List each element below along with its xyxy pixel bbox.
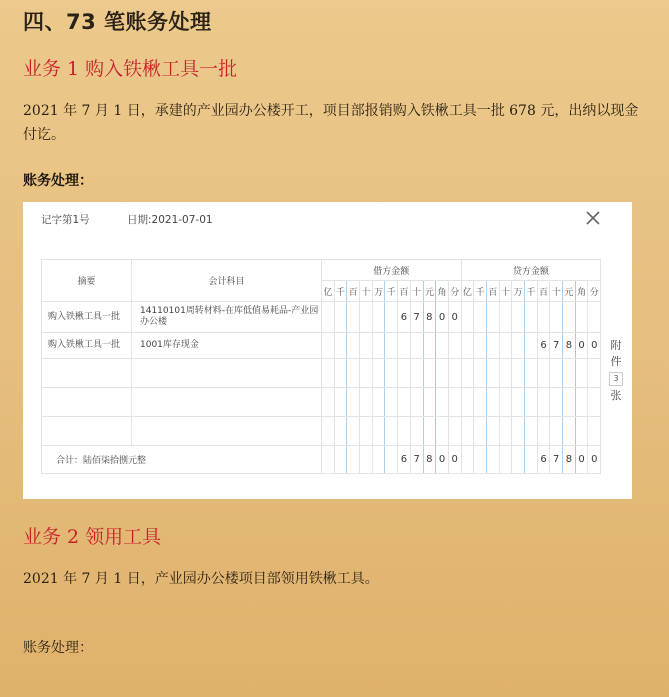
credit-digit[interactable] bbox=[474, 333, 487, 359]
unit-cell: 元 bbox=[563, 281, 576, 302]
empty-digit[interactable] bbox=[347, 417, 360, 446]
credit-digit[interactable]: 7 bbox=[550, 333, 563, 359]
total-credit-digit bbox=[512, 446, 525, 474]
empty-digit[interactable] bbox=[334, 388, 347, 417]
total-credit-digit bbox=[461, 446, 474, 474]
voucher-table bbox=[41, 259, 601, 474]
business-1-title: 业务 1 购入铁楸工具一批 bbox=[23, 58, 238, 80]
credit-digit[interactable] bbox=[486, 302, 499, 333]
empty-digit[interactable] bbox=[512, 417, 525, 446]
empty-digit[interactable] bbox=[461, 359, 474, 388]
empty-digit[interactable] bbox=[360, 388, 373, 417]
unit-cell: 亿 bbox=[322, 281, 335, 302]
business-2-description: 2021 年 7 月 1 日，产业园办公楼项目部领用铁楸工具。 bbox=[23, 571, 379, 587]
empty-digit[interactable] bbox=[423, 388, 436, 417]
debit-digit[interactable]: 7 bbox=[410, 302, 423, 333]
credit-digit[interactable] bbox=[461, 302, 474, 333]
attachment-count-box: 3 bbox=[609, 372, 623, 386]
empty-digit[interactable] bbox=[588, 359, 601, 388]
credit-digit[interactable] bbox=[512, 302, 525, 333]
debit-digit[interactable] bbox=[385, 333, 398, 359]
debit-digit[interactable] bbox=[322, 333, 335, 359]
total-credit-digit: 7 bbox=[550, 446, 563, 474]
empty-digit[interactable] bbox=[525, 359, 538, 388]
empty-digit[interactable] bbox=[360, 417, 373, 446]
debit-digit[interactable] bbox=[347, 302, 360, 333]
total-debit-digit bbox=[372, 446, 385, 474]
debit-digit[interactable]: 0 bbox=[436, 302, 449, 333]
empty-summary[interactable] bbox=[42, 359, 132, 388]
empty-digit[interactable] bbox=[398, 359, 411, 388]
empty-digit[interactable] bbox=[372, 417, 385, 446]
credit-digit[interactable] bbox=[474, 302, 487, 333]
empty-digit[interactable] bbox=[588, 417, 601, 446]
debit-digit[interactable]: 8 bbox=[423, 302, 436, 333]
unit-cell: 十 bbox=[499, 281, 512, 302]
total-debit-digit: 0 bbox=[448, 446, 461, 474]
empty-digit[interactable] bbox=[385, 417, 398, 446]
empty-digit[interactable] bbox=[575, 417, 588, 446]
debit-digit[interactable] bbox=[347, 333, 360, 359]
unit-cell: 万 bbox=[512, 281, 525, 302]
business-1-accounting-label: 账务处理： bbox=[23, 173, 93, 189]
close-icon[interactable] bbox=[583, 208, 603, 228]
credit-header: 贷方金额 bbox=[461, 260, 601, 281]
total-debit-digit bbox=[322, 446, 335, 474]
entry-account[interactable]: 1001库存现金 bbox=[132, 333, 322, 359]
debit-digit[interactable] bbox=[334, 333, 347, 359]
unit-cell: 百 bbox=[537, 281, 550, 302]
voucher-entry-row bbox=[42, 302, 601, 333]
unit-cell: 千 bbox=[334, 281, 347, 302]
credit-digit[interactable]: 8 bbox=[563, 333, 576, 359]
unit-cell: 千 bbox=[525, 281, 538, 302]
empty-summary[interactable] bbox=[42, 388, 132, 417]
summary-header: 摘要 bbox=[42, 260, 132, 302]
account-header: 会计科目 bbox=[132, 260, 322, 302]
total-debit-digit bbox=[334, 446, 347, 474]
empty-digit[interactable] bbox=[461, 417, 474, 446]
empty-digit[interactable] bbox=[385, 388, 398, 417]
empty-digit[interactable] bbox=[588, 388, 601, 417]
voucher-empty-row bbox=[42, 417, 601, 446]
empty-digit[interactable] bbox=[563, 417, 576, 446]
unit-cell: 元 bbox=[423, 281, 436, 302]
unit-cell: 分 bbox=[588, 281, 601, 302]
empty-summary[interactable] bbox=[42, 417, 132, 446]
unit-cell: 千 bbox=[474, 281, 487, 302]
total-credit-digit bbox=[525, 446, 538, 474]
debit-digit[interactable] bbox=[360, 333, 373, 359]
empty-digit[interactable] bbox=[550, 417, 563, 446]
total-debit-digit: 7 bbox=[410, 446, 423, 474]
total-debit-digit bbox=[360, 446, 373, 474]
section-heading: 四、73 笔账务处理 bbox=[23, 10, 212, 34]
total-label: 合计：陆佰柒拾捌元整 bbox=[42, 446, 322, 474]
debit-digit[interactable] bbox=[436, 333, 449, 359]
empty-digit[interactable] bbox=[499, 417, 512, 446]
total-credit-digit: 0 bbox=[588, 446, 601, 474]
entry-summary[interactable]: 购入铁楸工具一批 bbox=[42, 302, 132, 333]
debit-digit[interactable] bbox=[423, 333, 436, 359]
unit-cell: 亿 bbox=[461, 281, 474, 302]
empty-digit[interactable] bbox=[563, 388, 576, 417]
credit-digit[interactable]: 6 bbox=[537, 333, 550, 359]
debit-digit[interactable] bbox=[448, 333, 461, 359]
empty-account[interactable] bbox=[132, 359, 322, 388]
empty-digit[interactable] bbox=[436, 388, 449, 417]
empty-digit[interactable] bbox=[461, 388, 474, 417]
credit-digit[interactable]: 0 bbox=[588, 333, 601, 359]
empty-digit[interactable] bbox=[347, 359, 360, 388]
empty-digit[interactable] bbox=[398, 417, 411, 446]
credit-digit[interactable] bbox=[537, 302, 550, 333]
unit-cell: 十 bbox=[360, 281, 373, 302]
empty-digit[interactable] bbox=[398, 388, 411, 417]
attachment-count: 附 件 3 张 bbox=[610, 339, 622, 402]
voucher-total-row bbox=[42, 446, 601, 474]
total-credit-digit: 8 bbox=[563, 446, 576, 474]
total-debit-digit bbox=[385, 446, 398, 474]
empty-digit[interactable] bbox=[512, 388, 525, 417]
empty-digit[interactable] bbox=[486, 388, 499, 417]
debit-digit[interactable] bbox=[410, 333, 423, 359]
total-credit-digit bbox=[486, 446, 499, 474]
total-credit-digit bbox=[499, 446, 512, 474]
empty-digit[interactable] bbox=[334, 359, 347, 388]
empty-account[interactable] bbox=[132, 388, 322, 417]
credit-digit[interactable] bbox=[499, 302, 512, 333]
voucher-empty-row bbox=[42, 359, 601, 388]
empty-digit[interactable] bbox=[410, 388, 423, 417]
empty-digit[interactable] bbox=[499, 359, 512, 388]
total-debit-digit bbox=[347, 446, 360, 474]
unit-cell: 分 bbox=[448, 281, 461, 302]
credit-digit[interactable] bbox=[525, 333, 538, 359]
debit-digit[interactable] bbox=[398, 333, 411, 359]
empty-digit[interactable] bbox=[525, 417, 538, 446]
empty-digit[interactable] bbox=[537, 388, 550, 417]
unit-cell: 角 bbox=[575, 281, 588, 302]
empty-digit[interactable] bbox=[550, 388, 563, 417]
empty-digit[interactable] bbox=[372, 388, 385, 417]
empty-digit[interactable] bbox=[474, 388, 487, 417]
unit-cell: 百 bbox=[398, 281, 411, 302]
empty-digit[interactable] bbox=[423, 359, 436, 388]
credit-digit[interactable]: 0 bbox=[575, 333, 588, 359]
total-credit-digit bbox=[474, 446, 487, 474]
voucher-entry-row bbox=[42, 333, 601, 359]
empty-digit[interactable] bbox=[448, 388, 461, 417]
empty-digit[interactable] bbox=[499, 388, 512, 417]
credit-digit[interactable] bbox=[563, 302, 576, 333]
credit-digit[interactable] bbox=[512, 333, 525, 359]
total-credit-digit: 0 bbox=[575, 446, 588, 474]
empty-digit[interactable] bbox=[410, 359, 423, 388]
debit-digit[interactable]: 6 bbox=[398, 302, 411, 333]
credit-digit[interactable] bbox=[525, 302, 538, 333]
unit-cell: 千 bbox=[385, 281, 398, 302]
credit-digit[interactable] bbox=[575, 302, 588, 333]
empty-digit[interactable] bbox=[486, 417, 499, 446]
empty-digit[interactable] bbox=[322, 417, 335, 446]
voucher-number: 记字第1号 bbox=[41, 214, 90, 226]
empty-digit[interactable] bbox=[550, 359, 563, 388]
debit-digit[interactable] bbox=[322, 302, 335, 333]
empty-digit[interactable] bbox=[322, 359, 335, 388]
credit-digit[interactable] bbox=[550, 302, 563, 333]
business-2-title: 业务 2 领用工具 bbox=[23, 526, 162, 548]
empty-digit[interactable] bbox=[385, 359, 398, 388]
empty-digit[interactable] bbox=[334, 417, 347, 446]
voucher-header-row bbox=[42, 260, 601, 281]
voucher-date: 日期:2021-07-01 bbox=[127, 214, 213, 226]
total-debit-digit: 0 bbox=[436, 446, 449, 474]
empty-digit[interactable] bbox=[448, 417, 461, 446]
unit-cell: 百 bbox=[347, 281, 360, 302]
empty-digit[interactable] bbox=[448, 359, 461, 388]
credit-digit[interactable] bbox=[486, 333, 499, 359]
debit-digit[interactable] bbox=[372, 302, 385, 333]
debit-digit[interactable] bbox=[372, 333, 385, 359]
debit-header: 借方金额 bbox=[322, 260, 462, 281]
total-credit-digit: 6 bbox=[537, 446, 550, 474]
empty-digit[interactable] bbox=[474, 359, 487, 388]
voucher-empty-row bbox=[42, 388, 601, 417]
empty-digit[interactable] bbox=[474, 417, 487, 446]
debit-digit[interactable] bbox=[360, 302, 373, 333]
empty-account[interactable] bbox=[132, 417, 322, 446]
empty-digit[interactable] bbox=[537, 417, 550, 446]
unit-cell: 百 bbox=[486, 281, 499, 302]
empty-digit[interactable] bbox=[360, 359, 373, 388]
entry-summary[interactable]: 购入铁楸工具一批 bbox=[42, 333, 132, 359]
entry-account[interactable]: 14110101周转材料-在库低值易耗品-产业园办公楼 bbox=[132, 302, 322, 333]
empty-digit[interactable] bbox=[423, 417, 436, 446]
empty-digit[interactable] bbox=[436, 359, 449, 388]
empty-digit[interactable] bbox=[322, 388, 335, 417]
unit-cell: 角 bbox=[436, 281, 449, 302]
empty-digit[interactable] bbox=[563, 359, 576, 388]
empty-digit[interactable] bbox=[347, 388, 360, 417]
empty-digit[interactable] bbox=[486, 359, 499, 388]
debit-digit[interactable] bbox=[385, 302, 398, 333]
credit-digit[interactable] bbox=[499, 333, 512, 359]
empty-digit[interactable] bbox=[537, 359, 550, 388]
credit-digit[interactable] bbox=[588, 302, 601, 333]
business-2-accounting-label: 账务处理： bbox=[23, 640, 93, 656]
unit-cell: 十 bbox=[410, 281, 423, 302]
empty-digit[interactable] bbox=[512, 359, 525, 388]
credit-digit[interactable] bbox=[461, 333, 474, 359]
empty-digit[interactable] bbox=[372, 359, 385, 388]
accounting-voucher bbox=[23, 202, 632, 499]
empty-digit[interactable] bbox=[410, 417, 423, 446]
empty-digit[interactable] bbox=[575, 388, 588, 417]
unit-cell: 十 bbox=[550, 281, 563, 302]
empty-digit[interactable] bbox=[575, 359, 588, 388]
total-debit-digit: 8 bbox=[423, 446, 436, 474]
debit-digit[interactable]: 0 bbox=[448, 302, 461, 333]
empty-digit[interactable] bbox=[436, 417, 449, 446]
total-debit-digit: 6 bbox=[398, 446, 411, 474]
empty-digit[interactable] bbox=[525, 388, 538, 417]
unit-cell: 万 bbox=[372, 281, 385, 302]
debit-digit[interactable] bbox=[334, 302, 347, 333]
business-1-description: 2021 年 7 月 1 日，承建的产业园办公楼开工，项目部报销购入铁楸工具一批 678 元，出纳以现金付讫。 bbox=[23, 103, 639, 143]
